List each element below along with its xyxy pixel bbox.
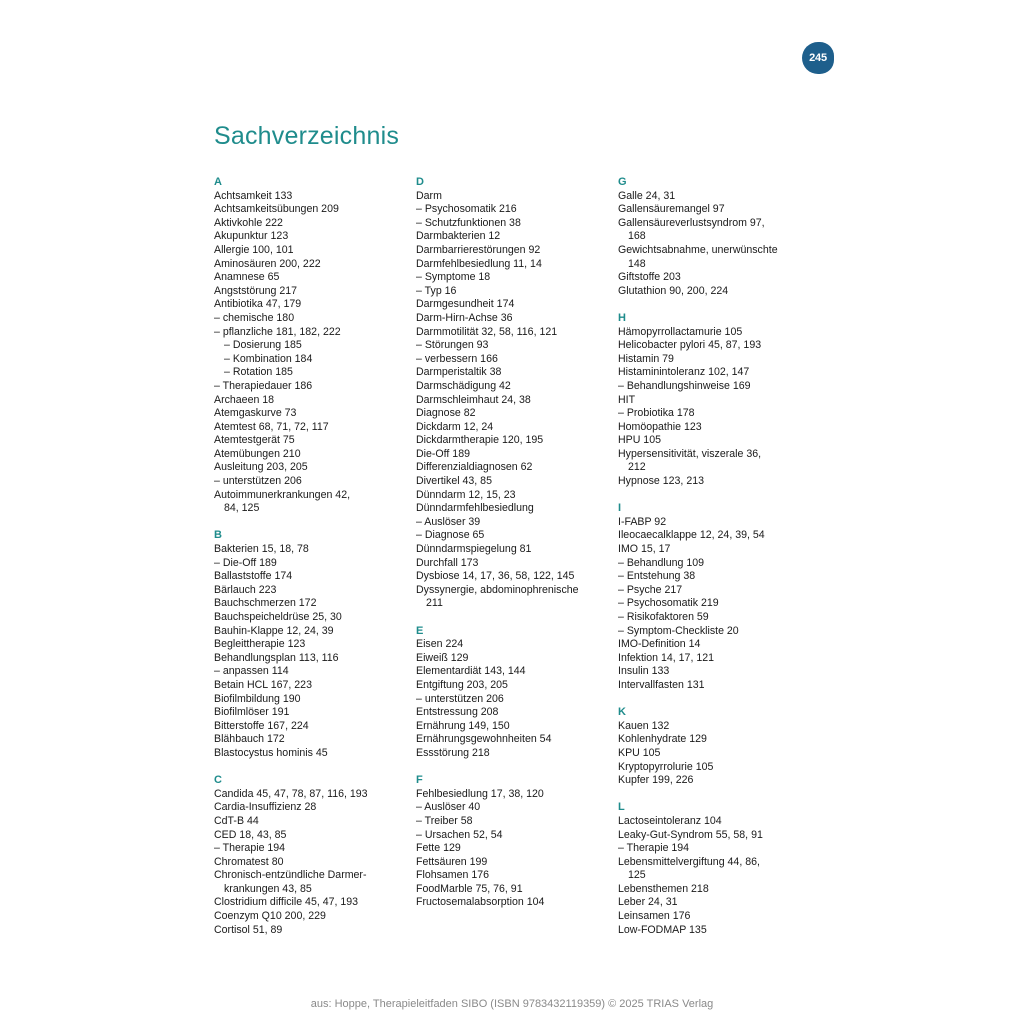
index-entry: – Diagnose 65 [416,529,485,542]
index-entry: – Ursachen 52, 54 [416,828,503,841]
index-entry: Homöopathie 123 [618,420,702,433]
index-column-1 [214,176,404,951]
index-entry: Darmbarrierestörungen 92 [416,243,541,256]
index-entry: HIT [618,393,636,406]
index-entry: Candida 45, 47, 78, 87, 116, 193 [214,787,368,800]
page-title: Sachverzeichnis [214,122,400,150]
index-entry: 211 [426,597,443,610]
index-section-h [618,312,818,489]
index-entry: Darmmotilität 32, 58, 116, 121 [416,325,558,338]
index-section-k [618,706,818,788]
index-entry: 84, 125 [224,502,260,515]
section-letter: L [618,801,625,814]
index-entry: Intervallfasten 131 [618,678,705,691]
index-entry: Bakterien 15, 18, 78 [214,543,309,556]
index-entry: Darmschleimhaut 24, 38 [416,393,531,406]
index-entry: – Symptome 18 [416,271,491,284]
index-entry: – Symptom-Checkliste 20 [618,624,739,637]
index-entry: – pflanzliche 181, 182, 222 [214,325,341,338]
index-entry: Ernährung 149, 150 [416,719,510,732]
index-entry: CED 18, 43, 85 [214,828,287,841]
index-entry: – Risikofaktoren 59 [618,611,709,623]
index-entry: IMO 15, 17 [618,543,671,556]
index-entry: Histaminintoleranz 102, 147 [618,366,750,379]
index-entry: FoodMarble 75, 76, 91 [416,882,523,895]
index-entry: Dünndarm 12, 15, 23 [416,488,516,501]
index-entry: Dickdarm 12, 24 [416,420,494,433]
index-entry: Chromatest 80 [214,855,284,868]
index-entry: Bauchspeicheldrüse 25, 30 [214,611,342,623]
index-entry: – Treiber 58 [416,814,473,827]
index-entry: Diagnose 82 [416,407,476,420]
index-entry: Lactoseintoleranz 104 [618,814,722,827]
index-entry: Darmschädigung 42 [416,379,511,392]
index-entry: Ileocaecalklappe 12, 24, 39, 54 [618,529,765,542]
index-entry: Galle 24, 31 [618,189,676,202]
index-section-e [416,625,606,761]
index-entry: Lebensthemen 218 [618,882,709,895]
index-entry: Achtsamkeitsübungen 209 [214,203,339,216]
index-entry: Bärlauch 223 [214,583,277,596]
index-section-b [214,529,404,760]
index-section-d [416,176,606,611]
index-entry: Atemgaskurve 73 [214,407,297,420]
index-entry: 148 [628,257,646,270]
index-entry: Aminosäuren 200, 222 [214,257,321,270]
index-entry: – Schutzfunktionen 38 [416,216,521,229]
index-entry: Kryptopyrrolurie 105 [618,760,714,773]
index-entry: – Therapie 194 [214,842,286,855]
index-entry: Divertikel 43, 85 [416,475,492,488]
index-entry: Kauen 132 [618,719,670,732]
index-entry: Cardia-Insuffizienz 28 [214,801,317,814]
section-letter: A [214,176,222,188]
index-section-a [214,176,404,516]
index-entry: – Behandlung 109 [618,556,705,569]
index-entry: – anpassen 114 [214,665,289,678]
index-entry: Angststörung 217 [214,284,298,297]
index-entry: Chronisch-entzündliche Darmer- [214,869,367,882]
index-entry: – unterstützen 206 [416,692,504,705]
index-entry: Eiweiß 129 [416,651,469,664]
index-entry: Akupunktur 123 [214,230,289,243]
index-entry: 212 [628,461,646,474]
section-letter: G [618,176,627,188]
index-entry: Ernährungsgewohnheiten 54 [416,733,552,746]
index-entry: Ausleitung 203, 205 [214,461,308,474]
index-entry: Atemtestgerät 75 [214,434,295,447]
index-entry: Fettsäuren 199 [416,855,488,868]
index-entry: Clostridium difficile 45, 47, 193 [214,896,359,909]
index-entry: Gewichtsabnahme, unerwünschte [618,243,778,256]
index-entry: Fructosemalabsorption 104 [416,896,545,909]
index-entry: Dünndarmfehlbesiedlung [416,502,534,515]
page-number-badge [802,42,834,74]
index-entry: Autoimmunerkrankungen 42, [214,488,351,501]
index-entry: – Rotation 185 [224,366,293,379]
index-column-2 [416,176,606,924]
index-entry: 168 [628,230,646,243]
index-entry: HPU 105 [618,434,661,447]
index-entry: KPU 105 [618,746,661,759]
index-entry: Histamin 79 [618,352,674,365]
index-entry: Elementardiät 143, 144 [416,665,526,678]
section-letter: E [416,624,424,637]
index-entry: Die-Off 189 [416,447,470,460]
section-letter: K [618,706,626,719]
index-entry: – Probiotika 178 [618,407,695,420]
index-entry: Darm-Hirn-Achse 36 [416,311,513,324]
index-entry: Hypersensitivität, viszerale 36, [618,447,762,460]
index-entry: Helicobacter pylori 45, 87, 193 [618,339,762,352]
index-entry: Differenzialdiagnosen 62 [416,461,533,474]
section-letter: D [416,176,424,188]
index-entry: Hämopyrrollactamurie 105 [618,325,743,338]
index-entry: Essstörung 218 [416,746,490,759]
index-entry: Entgiftung 203, 205 [416,678,508,691]
index-entry: – Auslöser 39 [416,515,481,528]
index-entry: Begleittherapie 123 [214,638,306,651]
index-entry: Anamnese 65 [214,271,280,284]
index-entry: – Typ 16 [416,284,457,297]
index-entry: CdT-B 44 [214,814,259,827]
index-entry: – Psychosomatik 219 [618,597,719,610]
page-number: 245 [809,52,827,64]
index-entry: Betain HCL 167, 223 [214,678,312,691]
index-entry: Kupfer 199, 226 [618,774,694,787]
index-section-i [618,502,818,692]
index-entry: Lebensmittelvergiftung 44, 86, [618,855,760,868]
index-entry: Bitterstoffe 167, 224 [214,719,309,732]
index-entry: Low-FODMAP 135 [618,923,707,936]
index-entry: Coenzym Q10 200, 229 [214,910,326,923]
index-entry: Giftstoffe 203 [618,271,681,284]
index-entry: Dysbiose 14, 17, 36, 58, 122, 145 [416,570,575,583]
index-entry: Flohsamen 176 [416,869,490,882]
index-section-g [618,176,818,298]
index-entry: – Störungen 93 [416,339,489,352]
index-section-f [416,774,606,910]
index-entry: IMO-Definition 14 [618,638,701,651]
index-entry: Atemübungen 210 [214,447,301,460]
index-entry: Eisen 224 [416,638,464,651]
index-entry: – Entstehung 38 [618,570,696,583]
index-entry: I-FABP 92 [618,515,667,528]
section-letter: C [214,774,222,787]
index-entry: Infektion 14, 17, 121 [618,651,715,664]
index-entry: Allergie 100, 101 [214,243,294,256]
source-footer: aus: Hoppe, Therapieleitfaden SIBO (ISBN 9783432119359) © 2025 TRIAS Verlag [310,998,714,1010]
index-entry: Darm [416,189,442,202]
index-entry: Archaeen 18 [214,393,275,406]
index-entry: – chemische 180 [214,311,295,324]
index-entry: Glutathion 90, 200, 224 [618,284,729,297]
index-section-l [618,801,818,937]
section-letter: B [214,529,222,542]
index-entry: Hypnose 123, 213 [618,475,704,488]
index-entry: Dünndarmspiegelung 81 [416,543,532,556]
index-entry: Gallensäureverlustsyndrom 97, [618,216,765,229]
index-entry: Behandlungsplan 113, 116 [214,651,339,664]
index-entry: – verbessern 166 [416,352,498,365]
index-entry: krankungen 43, 85 [224,882,312,895]
index-entry: Bauhin-Klappe 12, 24, 39 [214,624,334,637]
index-entry: – Kombination 184 [224,352,313,365]
index-entry: Atemtest 68, 71, 72, 117 [214,420,329,433]
index-entry: Ballaststoffe 174 [214,570,293,583]
index-entry: Blastocystus hominis 45 [214,746,328,759]
index-entry: Darmfehlbesiedlung 11, 14 [416,257,542,270]
index-entry: Durchfall 173 [416,556,479,569]
index-entry: Darmbakterien 12 [416,230,501,243]
section-letter: H [618,311,626,324]
index-section-c [214,774,404,937]
index-entry: 125 [628,869,646,882]
index-entry: Fehlbesiedlung 17, 38, 120 [416,787,544,800]
index-entry: – unterstützen 206 [214,475,302,488]
index-entry: Dickdarmtherapie 120, 195 [416,434,544,447]
index-entry: Gallensäuremangel 97 [618,203,725,216]
index-entry: Aktivkohle 222 [214,216,283,229]
index-entry: Dyssynergie, abdominophrenische [416,583,579,596]
index-entry: Entstressung 208 [416,706,499,719]
index-entry: Blähbauch 172 [214,733,285,746]
index-entry: – Dosierung 185 [224,339,302,352]
index-entry: Leinsamen 176 [618,910,691,923]
index-entry: – Therapiedauer 186 [214,379,313,392]
index-entry: Darmperistaltik 38 [416,366,502,379]
index-entry: Darmgesundheit 174 [416,298,515,311]
index-entry: Bauchschmerzen 172 [214,597,317,610]
index-entry: – Die-Off 189 [214,556,277,569]
index-column-3 [618,176,818,951]
index-entry: Insulin 133 [618,665,670,678]
index-entry: Leber 24, 31 [618,896,678,909]
index-entry: Cortisol 51, 89 [214,923,283,936]
index-entry: – Psychosomatik 216 [416,203,517,216]
index-entry: Achtsamkeit 133 [214,189,293,202]
index-entry: – Behandlungshinweise 169 [618,379,751,392]
index-entry: – Psyche 217 [618,583,683,596]
section-letter: F [416,774,423,787]
section-letter: I [618,502,622,515]
index-entry: – Auslöser 40 [416,801,481,814]
index-entry: Biofilmbildung 190 [214,692,301,705]
index-entry: – Therapie 194 [618,842,690,855]
index-entry: Biofilmlöser 191 [214,706,290,719]
index-entry: Kohlenhydrate 129 [618,733,707,746]
index-entry: Leaky-Gut-Syndrom 55, 58, 91 [618,828,763,841]
index-entry: Fette 129 [416,842,461,855]
index-entry: Antibiotika 47, 179 [214,298,302,311]
